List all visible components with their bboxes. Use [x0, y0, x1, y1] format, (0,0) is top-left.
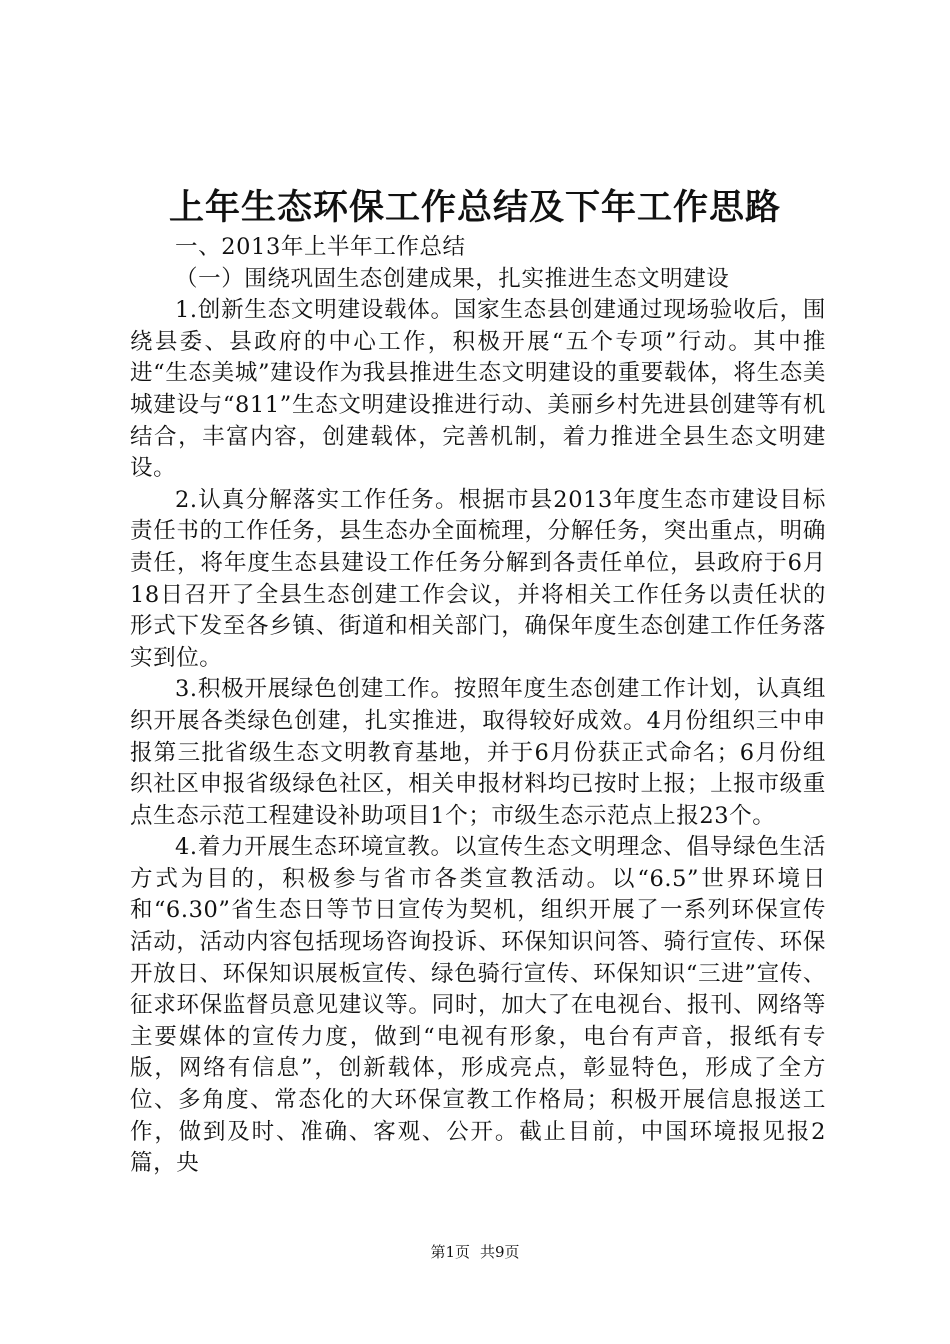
subsection-heading: （一）围绕巩固生态创建成果，扎实推进生态文明建设	[175, 265, 730, 292]
paragraph: 2.认真分解落实工作任务。根据市县2013年度生态市建设目标责任书的工作任务，县生态办全面梳理，分解任务，突出重点，明确责任，将年度生态县建设工作任务分解到各责任单位，县政府于6月18日召开了全县生态创建工作会议，并将相关工作任务以责任状的形式下发至各乡镇、街道和相关部门，确保年度生态创建工作任务落实到位。	[130, 486, 826, 671]
section-heading: 一、2013年上半年工作总结	[175, 234, 466, 260]
document-body	[130, 232, 826, 1180]
paragraph: 3.积极开展绿色创建工作。按照年度生态创建工作计划，认真组织开展各类绿色创建，扎实推进，取得较好成效。4月份组织三中申报第三批省级生态文明教育基地，并于6月份获正式命名；6月份组织社区申报省级绿色社区，相关申报材料均已按时上报；上报市级重点生态示范工程建设补助项目1个；市级生态示范点上报23个。	[130, 676, 826, 829]
page-footer	[0, 1241, 950, 1263]
document-title: 上年生态环保工作总结及下年工作思路	[168, 187, 781, 228]
page-total: 共9页	[480, 1243, 520, 1261]
page-number: 第1页	[430, 1243, 470, 1261]
paragraph: 4.着力开展生态环境宣教。以宣传生态文明理念、倡导绿色生活方式为目的，积极参与省市各类宣教活动。以“6.5”世界环境日和“6.30”省生态日等节日宣传为契机，组织开展了一系列环保宣传活动，活动内容包括现场咨询投诉、环保知识问答、骑行宣传、环保开放日、环保知识展板宣传、绿色骑行宣传、环保知识“三进”宣传、征求环保监督员意见建议等。同时，加大了在电视台、报刊、网络等主要媒体的宣传力度，做到“电视有形象，电台有声音，报纸有专版，网络有信息”，创新载体，形成亮点，彰显特色，形成了全方位、多角度、常态化的大环保宣教工作格局；积极开展信息报送工作，做到及时、准确、客观、公开。截止目前，中国环境报见报2篇，央	[130, 834, 826, 1177]
paragraph: 1.创新生态文明建设载体。国家生态县创建通过现场验收后，围绕县委、县政府的中心工作，积极开展“五个专项”行动。其中推进“生态美城”建设作为我县推进生态文明建设的重要载体，将生态美城建设与“811”生态文明建设推进行动、美丽乡村先进县创建等有机结合，丰富内容，创建载体，完善机制，着力推进全县生态文明建设。	[130, 297, 826, 482]
